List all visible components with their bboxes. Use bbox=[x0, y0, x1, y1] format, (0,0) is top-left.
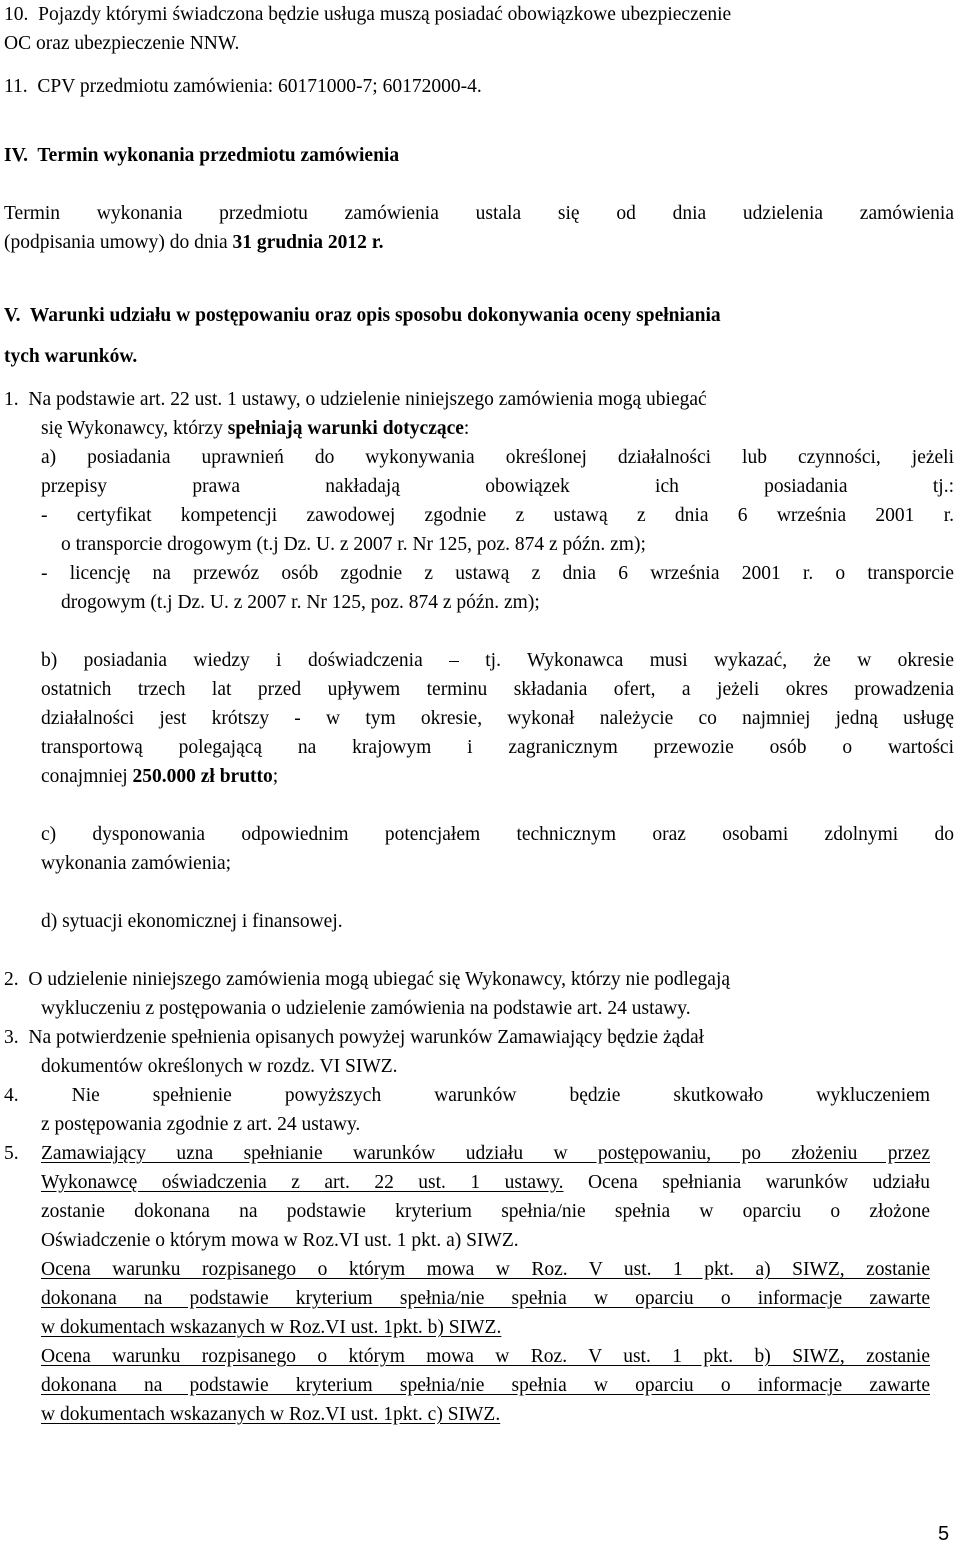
point-b-line1: b) posiadania wiedzy i doświadczenia – tj. Wykonawca musi wykazać, że w okresie bbox=[41, 650, 954, 671]
point-b-line5-plain: conajmniej bbox=[41, 766, 133, 787]
point-b-value: 250.000 zł brutto bbox=[132, 766, 273, 787]
item-4-line1: 4. Nie spełnienie powyższych warunków będzie skutkowało wykluczeniem bbox=[4, 1085, 930, 1106]
page-number: 5 bbox=[938, 1523, 950, 1545]
item-1-line2 bbox=[41, 414, 469, 443]
item-5-line2-underlined: Wykonawcę oświadczenia z art. 22 ust. 1 ustawy. bbox=[41, 1172, 564, 1193]
item-5-line5: Ocena warunku rozpisanego o którym mowa w Roz. V ust. 1 pkt. a) SIWZ, zostanie bbox=[41, 1259, 930, 1280]
point-a-line6: drogowym (t.j Dz. U. z 2007 r. Nr 125, poz. 874 z późn. zm); bbox=[61, 592, 540, 613]
point-c-line2: wykonania zamówienia; bbox=[41, 853, 232, 874]
item-1-line2-plain: się Wykonawcy, którzy bbox=[41, 418, 228, 439]
section-iv-heading: IV. Termin wykonania przedmiotu zamówienia bbox=[4, 145, 400, 166]
point-a-line3: - certyfikat kompetencji zawodowej zgodnie z ustawą z dnia 6 września 2001 r. bbox=[41, 505, 954, 526]
point-b-line4: transportową polegającą na krajowym i zagranicznym przewozie osób o wartości bbox=[41, 737, 954, 758]
point-a-line1: a) posiadania uprawnień do wykonywania określonej działalności lub czynności, jeżeli bbox=[41, 447, 954, 468]
item-5-number: 5. bbox=[4, 1143, 19, 1164]
point-b-semicolon: ; bbox=[272, 766, 279, 787]
point-a-line4: o transporcie drogowym (t.j Dz. U. z 2007 r. Nr 125, poz. 874 z późn. zm); bbox=[61, 534, 646, 555]
item-10-line1: 10. Pojazdy którymi świadczona będzie usługa muszą posiadać obowiązkowe ubezpieczenie bbox=[4, 4, 732, 25]
item-11: 11. CPV przedmiotu zamówienia: 60171000-7; 60172000-4. bbox=[4, 76, 482, 97]
item-5-line1: Zamawiający uzna spełnianie warunków udziału w postępowaniu, po złożeniu przez bbox=[41, 1143, 930, 1164]
point-b-line2: ostatnich trzech lat przed upływem terminu składania ofert, a jeżeli okres prowadzenia bbox=[41, 679, 954, 700]
section-v-heading-line1: V. Warunki udziału w postępowaniu oraz opis sposobu dokonywania oceny spełniania bbox=[4, 305, 721, 326]
point-a-line2: przepisy prawa nakładają obowiązek ich posiadania tj.: bbox=[41, 476, 954, 497]
point-c-line1: c) dysponowania odpowiednim potencjałem technicznym oraz osobami zdolnymi do bbox=[41, 824, 954, 845]
section-iv-text-line1: Termin wykonania przedmiotu zamówienia ustala się od dnia udzielenia zamówienia bbox=[4, 203, 954, 224]
point-a-line5: - licencję na przewóz osób zgodnie z ustawą z dnia 6 września 2001 r. o transporcie bbox=[41, 563, 954, 584]
item-3-line1: 3. Na potwierdzenie spełnienia opisanych powyżej warunków Zamawiający będzie żądał bbox=[4, 1027, 705, 1048]
item-5-line6: dokonana na podstawie kryterium spełnia/nie spełnia w oparciu o informacje zawarte bbox=[41, 1288, 930, 1309]
item-5-line9: dokonana na podstawie kryterium spełnia/nie spełnia w oparciu o informacje zawarte bbox=[41, 1375, 930, 1396]
item-10-line2: OC oraz ubezpieczenie NNW. bbox=[4, 33, 240, 54]
section-iv-deadline: 31 grudnia 2012 r. bbox=[232, 232, 384, 253]
section-v-heading-line2: tych warunków. bbox=[4, 346, 138, 367]
point-d: d) sytuacji ekonomicznej i finansowej. bbox=[41, 911, 343, 932]
item-5-line8: Ocena warunku rozpisanego o którym mowa w Roz. V ust. 1 pkt. b) SIWZ, zostanie bbox=[41, 1346, 930, 1367]
item-5-line3: zostanie dokonana na podstawie kryterium spełnia/nie spełnia w oparciu o złożone bbox=[41, 1201, 930, 1222]
item-5-line2 bbox=[41, 1168, 930, 1197]
item-5-line7: w dokumentach wskazanych w Roz.VI ust. 1pkt. b) SIWZ. bbox=[41, 1317, 502, 1338]
item-5-line4: Oświadczenie o którym mowa w Roz.VI ust. 1 pkt. a) SIWZ. bbox=[41, 1230, 519, 1251]
item-3-line2: dokumentów określonych w rozdz. VI SIWZ. bbox=[41, 1056, 398, 1077]
item-5-line10: w dokumentach wskazanych w Roz.VI ust. 1pkt. c) SIWZ. bbox=[41, 1404, 501, 1425]
item-1-line2-colon: : bbox=[463, 418, 470, 439]
section-iv-text-plain: (podpisania umowy) do dnia bbox=[4, 232, 233, 253]
point-b-line5 bbox=[41, 762, 278, 791]
item-4-line2: z postępowania zgodnie z art. 24 ustawy. bbox=[41, 1114, 361, 1135]
item-1-line1: 1. Na podstawie art. 22 ust. 1 ustawy, o udzielenie niniejszego zamówienia mogą ubiegać bbox=[4, 389, 707, 410]
item-2-line1: 2. O udzielenie niniejszego zamówienia mogą ubiegać się Wykonawcy, którzy nie podlegają bbox=[4, 969, 731, 990]
section-iv-text-line2 bbox=[4, 228, 384, 257]
item-1-line2-bold: spełniają warunki dotyczące bbox=[227, 418, 464, 439]
point-b-line3: działalności jest krótszy - w tym okresie, wykonał należycie co najmniej jedną usługę bbox=[41, 708, 954, 729]
item-5-line2-plain: Ocena spełniania warunków udziału bbox=[563, 1172, 930, 1193]
item-2-line2: wykluczeniu z postępowania o udzielenie zamówienia na podstawie art. 24 ustawy. bbox=[41, 998, 691, 1019]
